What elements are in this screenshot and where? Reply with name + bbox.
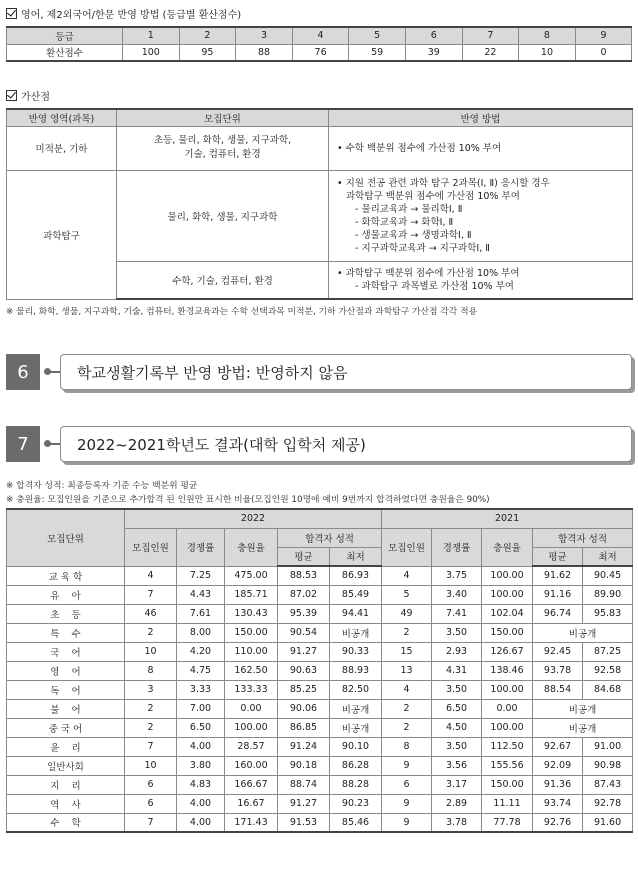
value-cell: 92.58 bbox=[583, 661, 633, 680]
connector-line bbox=[46, 443, 60, 445]
table-row bbox=[7, 718, 633, 737]
value-cell: 185.71 bbox=[225, 585, 278, 604]
value-cell: 86.85 bbox=[278, 718, 330, 737]
value-cell: 3.80 bbox=[177, 756, 225, 775]
value-cell: 4 bbox=[125, 566, 177, 585]
value-cell: 10 bbox=[125, 756, 177, 775]
bonus-row-science bbox=[7, 170, 633, 261]
bonus-method-cell bbox=[329, 170, 633, 261]
value-cell: 3.40 bbox=[432, 585, 482, 604]
avg-header: 평균 bbox=[533, 547, 583, 566]
fill-rate-header: 충원율 bbox=[225, 528, 278, 566]
value-cell: 88.53 bbox=[278, 566, 330, 585]
score-cell: 100 bbox=[123, 44, 180, 61]
value-cell: 7.41 bbox=[432, 604, 482, 623]
value-cell: 91.16 bbox=[533, 585, 583, 604]
value-cell: 92.67 bbox=[533, 737, 583, 756]
value-cell: 138.46 bbox=[482, 661, 533, 680]
method-line: - 생물교육과 → 생명과학Ⅰ, Ⅱ bbox=[355, 229, 472, 241]
value-cell: 110.00 bbox=[225, 642, 278, 661]
value-cell: 91.27 bbox=[278, 794, 330, 813]
bonus-unit-cell: 수학, 기술, 컴퓨터, 환경 bbox=[117, 261, 329, 299]
value-cell: 85.49 bbox=[330, 585, 382, 604]
value-cell: 90.54 bbox=[278, 623, 330, 642]
value-cell: 100.00 bbox=[482, 585, 533, 604]
method-line: • 수학 백분위 점수에 가산점 10% 부여 bbox=[337, 142, 502, 154]
value-cell: 100.00 bbox=[225, 718, 278, 737]
value-cell: 3.75 bbox=[432, 566, 482, 585]
min-header: 최저 bbox=[330, 547, 382, 566]
value-cell: 100.00 bbox=[482, 680, 533, 699]
value-cell: 6.50 bbox=[432, 699, 482, 718]
value-cell: 92.45 bbox=[533, 642, 583, 661]
unit-cell: 특 수 bbox=[7, 623, 125, 642]
value-cell: 4.75 bbox=[177, 661, 225, 680]
value-cell: 4 bbox=[382, 566, 432, 585]
value-cell: 82.50 bbox=[330, 680, 382, 699]
bonus-header-unit: 모집단위 bbox=[117, 109, 329, 126]
value-cell: 112.50 bbox=[482, 737, 533, 756]
unit-cell: 수 학 bbox=[7, 813, 125, 832]
grades-header: 합격자 성적 bbox=[278, 528, 382, 547]
value-cell: 2 bbox=[125, 699, 177, 718]
value-cell: 90.33 bbox=[330, 642, 382, 661]
value-cell: 91.36 bbox=[533, 775, 583, 794]
bonus-header-row bbox=[7, 109, 633, 126]
value-cell: 2.93 bbox=[432, 642, 482, 661]
value-cell: 4.31 bbox=[432, 661, 482, 680]
undisclosed-cell: 비공개 bbox=[533, 718, 633, 737]
table-row bbox=[7, 794, 633, 813]
unit-cell: 지 리 bbox=[7, 775, 125, 794]
unit-cell: 국 어 bbox=[7, 642, 125, 661]
section7-title: 2022~2021학년도 결과(대학 입학처 제공) bbox=[60, 426, 632, 462]
value-cell: 91.53 bbox=[278, 813, 330, 832]
unit-line: 기술, 컴퓨터, 환경 bbox=[184, 149, 261, 160]
value-cell: 8 bbox=[382, 737, 432, 756]
fill-rate-header: 충원율 bbox=[482, 528, 533, 566]
value-cell: 7 bbox=[125, 813, 177, 832]
value-cell: 28.57 bbox=[225, 737, 278, 756]
checkbox-icon bbox=[6, 90, 17, 101]
results-table bbox=[6, 508, 633, 833]
value-cell: 92.09 bbox=[533, 756, 583, 775]
bonus-area-cell: 과학탐구 bbox=[7, 170, 117, 299]
value-cell: 3 bbox=[125, 680, 177, 699]
value-cell: 7.25 bbox=[177, 566, 225, 585]
value-cell: 95.83 bbox=[583, 604, 633, 623]
value-cell: 90.10 bbox=[330, 737, 382, 756]
value-cell: 166.67 bbox=[225, 775, 278, 794]
value-cell: 5 bbox=[382, 585, 432, 604]
value-cell: 87.43 bbox=[583, 775, 633, 794]
value-cell: 150.00 bbox=[482, 623, 533, 642]
value-cell: 77.78 bbox=[482, 813, 533, 832]
value-cell: 88.54 bbox=[533, 680, 583, 699]
value-cell: 150.00 bbox=[482, 775, 533, 794]
value-cell: 126.67 bbox=[482, 642, 533, 661]
table-row bbox=[7, 699, 633, 718]
table-row bbox=[7, 623, 633, 642]
unit-cell: 독 어 bbox=[7, 680, 125, 699]
method-line: - 화학교육과 → 화학Ⅰ, Ⅱ bbox=[355, 216, 454, 228]
grade-cell: 6 bbox=[405, 27, 462, 44]
grade-cell: 2 bbox=[179, 27, 236, 44]
score-cell: 39 bbox=[405, 44, 462, 61]
value-cell: 100.00 bbox=[482, 718, 533, 737]
grade-section-title: 영어, 제2외국어/한문 반영 방법 (등급별 환산점수) bbox=[21, 10, 242, 21]
grade-cell: 7 bbox=[462, 27, 519, 44]
value-cell: 46 bbox=[125, 604, 177, 623]
method-line: - 지구과학교육과 → 지구과학Ⅰ, Ⅱ bbox=[355, 242, 490, 254]
results-note-2: ※ 충원율: 모집인원을 기준으로 추가합격 된 인원만 표시한 비율(모집인원 10명에 예비 9번까지 합격하였다면 충원율은 90%) bbox=[6, 495, 490, 505]
value-cell: 87.25 bbox=[583, 642, 633, 661]
value-cell: 7 bbox=[125, 737, 177, 756]
value-cell: 0.00 bbox=[482, 699, 533, 718]
value-cell: 91.27 bbox=[278, 642, 330, 661]
bonus-method-cell bbox=[329, 261, 633, 299]
unit-cell: 초 등 bbox=[7, 604, 125, 623]
value-cell: 16.67 bbox=[225, 794, 278, 813]
method-line: 과학탐구 백분위 점수에 가산점 10% 부여 bbox=[346, 190, 520, 202]
value-cell: 9 bbox=[382, 794, 432, 813]
grade-section-heading bbox=[6, 6, 241, 21]
method-line: - 과학탐구 과목별로 가산점 10% 부여 bbox=[355, 280, 514, 292]
value-cell: 15 bbox=[382, 642, 432, 661]
score-row-label: 환산점수 bbox=[7, 44, 123, 61]
score-cell: 88 bbox=[236, 44, 293, 61]
table-row bbox=[7, 585, 633, 604]
connector-line bbox=[46, 371, 60, 373]
value-cell: 0.00 bbox=[225, 699, 278, 718]
section6-number: 6 bbox=[6, 354, 40, 390]
table-row bbox=[7, 661, 633, 680]
value-cell: 4.20 bbox=[177, 642, 225, 661]
avg-header: 평균 bbox=[278, 547, 330, 566]
value-cell: 6 bbox=[125, 794, 177, 813]
value-cell: 93.74 bbox=[533, 794, 583, 813]
value-cell: 91.60 bbox=[583, 813, 633, 832]
value-cell: 160.00 bbox=[225, 756, 278, 775]
value-cell: 89.90 bbox=[583, 585, 633, 604]
table-row bbox=[7, 680, 633, 699]
value-cell: 84.68 bbox=[583, 680, 633, 699]
value-cell: 4 bbox=[382, 680, 432, 699]
bonus-header-area: 반영 영역(과목) bbox=[7, 109, 117, 126]
score-cell: 10 bbox=[519, 44, 576, 61]
table-row bbox=[7, 737, 633, 756]
value-cell: 7.00 bbox=[177, 699, 225, 718]
grade-cell: 4 bbox=[292, 27, 349, 44]
quota-header: 모집인원 bbox=[125, 528, 177, 566]
value-cell: 91.24 bbox=[278, 737, 330, 756]
unit-cell: 영 어 bbox=[7, 661, 125, 680]
competition-header: 경쟁률 bbox=[177, 528, 225, 566]
value-cell: 3.50 bbox=[432, 623, 482, 642]
value-cell: 130.43 bbox=[225, 604, 278, 623]
value-cell: 2 bbox=[382, 623, 432, 642]
value-cell: 4.43 bbox=[177, 585, 225, 604]
results-note-1: ※ 합격자 성적: 최종등록자 기준 수능 백분위 평균 bbox=[6, 481, 198, 491]
value-cell: 96.74 bbox=[533, 604, 583, 623]
value-cell: 6 bbox=[125, 775, 177, 794]
year-2022-header: 2022 bbox=[125, 509, 382, 528]
value-cell: 162.50 bbox=[225, 661, 278, 680]
value-cell: 6 bbox=[382, 775, 432, 794]
unit-cell: 유 아 bbox=[7, 585, 125, 604]
value-cell: 2 bbox=[382, 718, 432, 737]
checkbox-icon bbox=[6, 8, 17, 19]
value-cell: 2 bbox=[382, 699, 432, 718]
value-cell: 88.93 bbox=[330, 661, 382, 680]
value-cell: 3.50 bbox=[432, 737, 482, 756]
bonus-unit-cell bbox=[117, 126, 329, 170]
value-cell: 92.78 bbox=[583, 794, 633, 813]
value-cell: 4.83 bbox=[177, 775, 225, 794]
unit-cell: 중 국 어 bbox=[7, 718, 125, 737]
value-cell: 13 bbox=[382, 661, 432, 680]
score-row bbox=[7, 44, 632, 61]
min-header: 최저 bbox=[583, 547, 633, 566]
value-cell: 94.41 bbox=[330, 604, 382, 623]
value-cell: 8 bbox=[125, 661, 177, 680]
unit-cell: 불 어 bbox=[7, 699, 125, 718]
score-cell: 22 bbox=[462, 44, 519, 61]
value-cell: 6.50 bbox=[177, 718, 225, 737]
value-cell: 2 bbox=[125, 718, 177, 737]
table-row bbox=[7, 604, 633, 623]
value-cell: 90.45 bbox=[583, 566, 633, 585]
grade-cell: 5 bbox=[349, 27, 406, 44]
value-cell: 85.25 bbox=[278, 680, 330, 699]
table-row bbox=[7, 813, 633, 832]
value-cell: 4.50 bbox=[432, 718, 482, 737]
value-cell: 2 bbox=[125, 623, 177, 642]
section7-banner bbox=[6, 426, 632, 462]
section6-title: 학교생활기록부 반영 방법: 반영하지 않음 bbox=[60, 354, 632, 390]
value-cell: 3.17 bbox=[432, 775, 482, 794]
value-cell: 8.00 bbox=[177, 623, 225, 642]
table-row bbox=[7, 642, 633, 661]
value-cell: 150.00 bbox=[225, 623, 278, 642]
value-cell: 155.56 bbox=[482, 756, 533, 775]
score-cell: 0 bbox=[575, 44, 632, 61]
competition-header: 경쟁률 bbox=[432, 528, 482, 566]
grade-header-label: 등급 bbox=[7, 27, 123, 44]
value-cell: 100.00 bbox=[482, 566, 533, 585]
unit-header: 모집단위 bbox=[7, 509, 125, 566]
bonus-unit-cell: 물리, 화학, 생물, 지구과학 bbox=[117, 170, 329, 261]
value-cell: 9 bbox=[382, 813, 432, 832]
bonus-section-heading bbox=[6, 88, 50, 103]
value-cell: 90.06 bbox=[278, 699, 330, 718]
bonus-row-math bbox=[7, 126, 633, 170]
value-cell: 85.46 bbox=[330, 813, 382, 832]
value-cell: 90.23 bbox=[330, 794, 382, 813]
value-cell: 90.18 bbox=[278, 756, 330, 775]
year-2021-header: 2021 bbox=[382, 509, 633, 528]
unit-cell: 윤 리 bbox=[7, 737, 125, 756]
value-cell: 3.50 bbox=[432, 680, 482, 699]
section6-banner bbox=[6, 354, 632, 390]
unit-cell: 교 육 학 bbox=[7, 566, 125, 585]
bonus-note: ※ 물리, 화학, 생물, 지구과학, 기술, 컴퓨터, 환경교육과는 수학 선택과목 미적분, 기하 가산점과 과학탐구 가산점 각각 적용 bbox=[6, 307, 478, 317]
value-cell: 133.33 bbox=[225, 680, 278, 699]
grade-cell: 9 bbox=[575, 27, 632, 44]
value-cell: 102.04 bbox=[482, 604, 533, 623]
value-cell: 4.00 bbox=[177, 813, 225, 832]
value-cell: 7.61 bbox=[177, 604, 225, 623]
grade-cell: 8 bbox=[519, 27, 576, 44]
score-cell: 95 bbox=[179, 44, 236, 61]
value-cell: 7 bbox=[125, 585, 177, 604]
value-cell: 4.00 bbox=[177, 737, 225, 756]
bonus-points-table bbox=[6, 108, 633, 300]
unit-cell: 일반사회 bbox=[7, 756, 125, 775]
value-cell: 11.11 bbox=[482, 794, 533, 813]
section7-number: 7 bbox=[6, 426, 40, 462]
value-cell: 86.93 bbox=[330, 566, 382, 585]
value-cell: 10 bbox=[125, 642, 177, 661]
table-row bbox=[7, 566, 633, 585]
value-cell: 3.33 bbox=[177, 680, 225, 699]
bonus-area-cell: 미적분, 기하 bbox=[7, 126, 117, 170]
table-row bbox=[7, 775, 633, 794]
method-line: • 과학탐구 백분위 점수에 가산점 10% 부여 bbox=[337, 267, 520, 279]
score-cell: 76 bbox=[292, 44, 349, 61]
grade-header-row bbox=[7, 27, 632, 44]
value-cell: 475.00 bbox=[225, 566, 278, 585]
grade-conversion-table bbox=[6, 26, 632, 62]
grades-header: 합격자 성적 bbox=[533, 528, 633, 547]
value-cell: 87.02 bbox=[278, 585, 330, 604]
method-line: - 물리교육과 → 물리학Ⅰ, Ⅱ bbox=[355, 203, 463, 215]
bonus-method-cell bbox=[329, 126, 633, 170]
value-cell: 171.43 bbox=[225, 813, 278, 832]
bonus-header-method: 반영 방법 bbox=[329, 109, 633, 126]
grade-cell: 3 bbox=[236, 27, 293, 44]
value-cell: 비공개 bbox=[330, 699, 382, 718]
value-cell: 2.89 bbox=[432, 794, 482, 813]
value-cell: 86.28 bbox=[330, 756, 382, 775]
value-cell: 49 bbox=[382, 604, 432, 623]
table-row bbox=[7, 756, 633, 775]
value-cell: 3.78 bbox=[432, 813, 482, 832]
unit-cell: 역 사 bbox=[7, 794, 125, 813]
value-cell: 93.78 bbox=[533, 661, 583, 680]
undisclosed-cell: 비공개 bbox=[533, 699, 633, 718]
value-cell: 3.56 bbox=[432, 756, 482, 775]
value-cell: 91.62 bbox=[533, 566, 583, 585]
score-cell: 59 bbox=[349, 44, 406, 61]
value-cell: 90.98 bbox=[583, 756, 633, 775]
value-cell: 9 bbox=[382, 756, 432, 775]
value-cell: 91.00 bbox=[583, 737, 633, 756]
value-cell: 90.63 bbox=[278, 661, 330, 680]
undisclosed-cell: 비공개 bbox=[533, 623, 633, 642]
value-cell: 88.28 bbox=[330, 775, 382, 794]
value-cell: 95.39 bbox=[278, 604, 330, 623]
value-cell: 비공개 bbox=[330, 623, 382, 642]
results-header-row-1 bbox=[7, 509, 633, 528]
grade-cell: 1 bbox=[123, 27, 180, 44]
bonus-section-title: 가산점 bbox=[21, 92, 50, 103]
value-cell: 비공개 bbox=[330, 718, 382, 737]
method-line: • 지원 전공 관련 과학 탐구 2과목(Ⅰ, Ⅱ) 응시할 경우 bbox=[337, 177, 550, 189]
value-cell: 88.74 bbox=[278, 775, 330, 794]
unit-line: 초등, 물리, 화학, 생물, 지구과학, bbox=[153, 135, 292, 146]
quota-header: 모집인원 bbox=[382, 528, 432, 566]
value-cell: 92.76 bbox=[533, 813, 583, 832]
value-cell: 4.00 bbox=[177, 794, 225, 813]
